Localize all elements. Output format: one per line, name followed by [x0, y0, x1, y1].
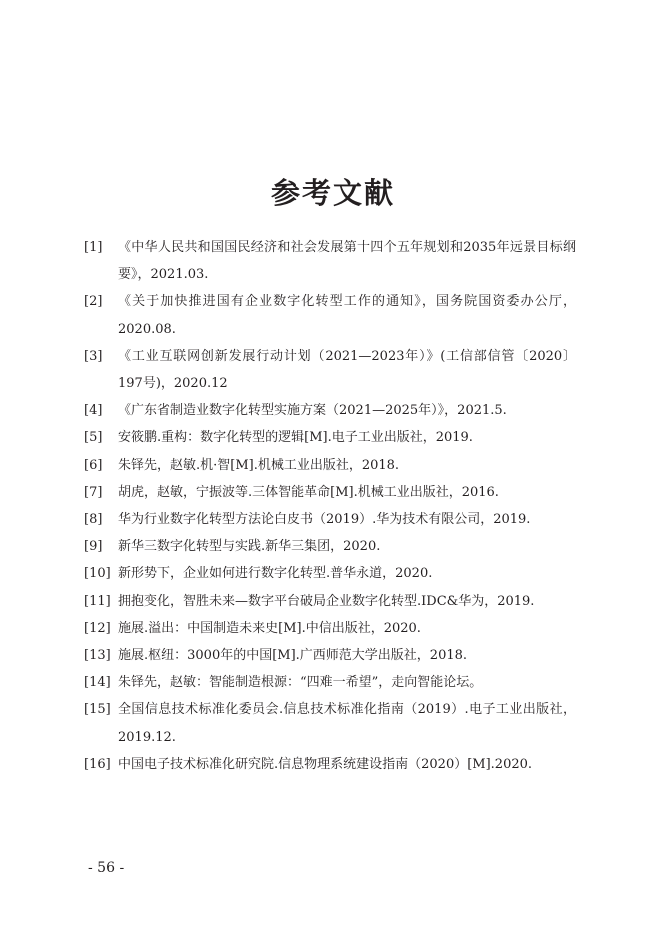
reference-text: 华为行业数字化转型方法论白皮书（2019）.华为技术有限公司，2019.	[118, 512, 531, 528]
reference-item	[84, 397, 576, 424]
reference-item	[84, 506, 576, 533]
reference-text: 新形势下，企业如何进行数字化转型.普华永道，2020.	[118, 566, 433, 582]
reference-number: [7]	[84, 484, 103, 500]
reference-number: [4]	[84, 403, 103, 419]
reference-item	[84, 588, 576, 615]
reference-number: [12]	[84, 620, 111, 636]
reference-item	[84, 615, 576, 642]
reference-number: [8]	[84, 512, 103, 528]
reference-text: 施展.溢出：中国制造未来史[M].中信出版社，2020.	[118, 620, 421, 636]
reference-item	[84, 452, 576, 479]
reference-item	[84, 288, 576, 342]
reference-number: [2]	[84, 294, 103, 310]
reference-number: [3]	[84, 348, 103, 364]
reference-text: 朱铎先，赵敏.机·智[M].机械工业出版社，2018.	[118, 457, 400, 473]
reference-text: 胡虎，赵敏，宁振波等.三体智能革命[M].机械工业出版社，2016.	[118, 484, 499, 500]
reference-text: 朱铎先，赵敏：智能制造根源：“四难一希望”，走向智能论坛。	[118, 675, 483, 691]
reference-number: [1]	[84, 240, 103, 255]
reference-item	[84, 343, 576, 397]
reference-text: 《关于加快推进国有企业数字化转型工作的通知》，国务院国资委办公厅，2020.08.	[118, 294, 576, 337]
reference-item	[84, 642, 576, 669]
reference-text: 《中华人民共和国国民经济和社会发展第十四个五年规划和2035年远景目标纲要》，2021.03.	[118, 240, 576, 283]
reference-text: 《广东省制造业数字化转型实施方案（2021—2025年）》，2021.5.	[118, 403, 507, 419]
reference-item	[84, 424, 576, 451]
reference-number: [5]	[84, 430, 103, 446]
page-title: 参考文献	[270, 176, 395, 211]
reference-text: 安筱鹏.重构：数字化转型的逻辑[M].电子工业出版社，2019.	[118, 430, 473, 446]
reference-text: 施展.枢纽：3000年的中国[M].广西师范大学出版社，2018.	[118, 648, 468, 664]
reference-text: 拥抱变化，智胜未来—数字平台破局企业数字化转型.IDC&华为，2019.	[118, 593, 535, 609]
reference-item	[84, 234, 576, 288]
reference-number: [6]	[84, 457, 103, 473]
reference-item	[84, 751, 576, 778]
reference-item	[84, 479, 576, 506]
reference-number: [10]	[84, 566, 111, 582]
reference-item	[84, 696, 576, 750]
reference-number: [9]	[84, 539, 103, 555]
reference-number: [11]	[84, 593, 111, 609]
reference-number: [16]	[84, 756, 111, 772]
reference-text: 新华三数字化转型与实践.新华三集团，2020.	[118, 539, 381, 555]
reference-text: 《工业互联网创新发展行动计划（2021—2023年）》(工信部信管〔2020〕197号)，2020.12	[118, 348, 576, 392]
reference-text: 中国电子技术标准化研究院.信息物理系统建设指南（2020）[M].2020.	[118, 756, 533, 772]
reference-number: [13]	[84, 648, 111, 664]
reference-number: [14]	[84, 675, 111, 691]
reference-item	[84, 669, 576, 696]
reference-number: [15]	[84, 702, 111, 718]
reference-item	[84, 533, 576, 560]
reference-item	[84, 560, 576, 587]
reference-list	[84, 234, 576, 778]
reference-text: 全国信息技术标准化委员会.信息技术标准化指南（2019）.电子工业出版社，2019.12.	[118, 702, 576, 745]
page-number: - 56 -	[88, 860, 125, 876]
